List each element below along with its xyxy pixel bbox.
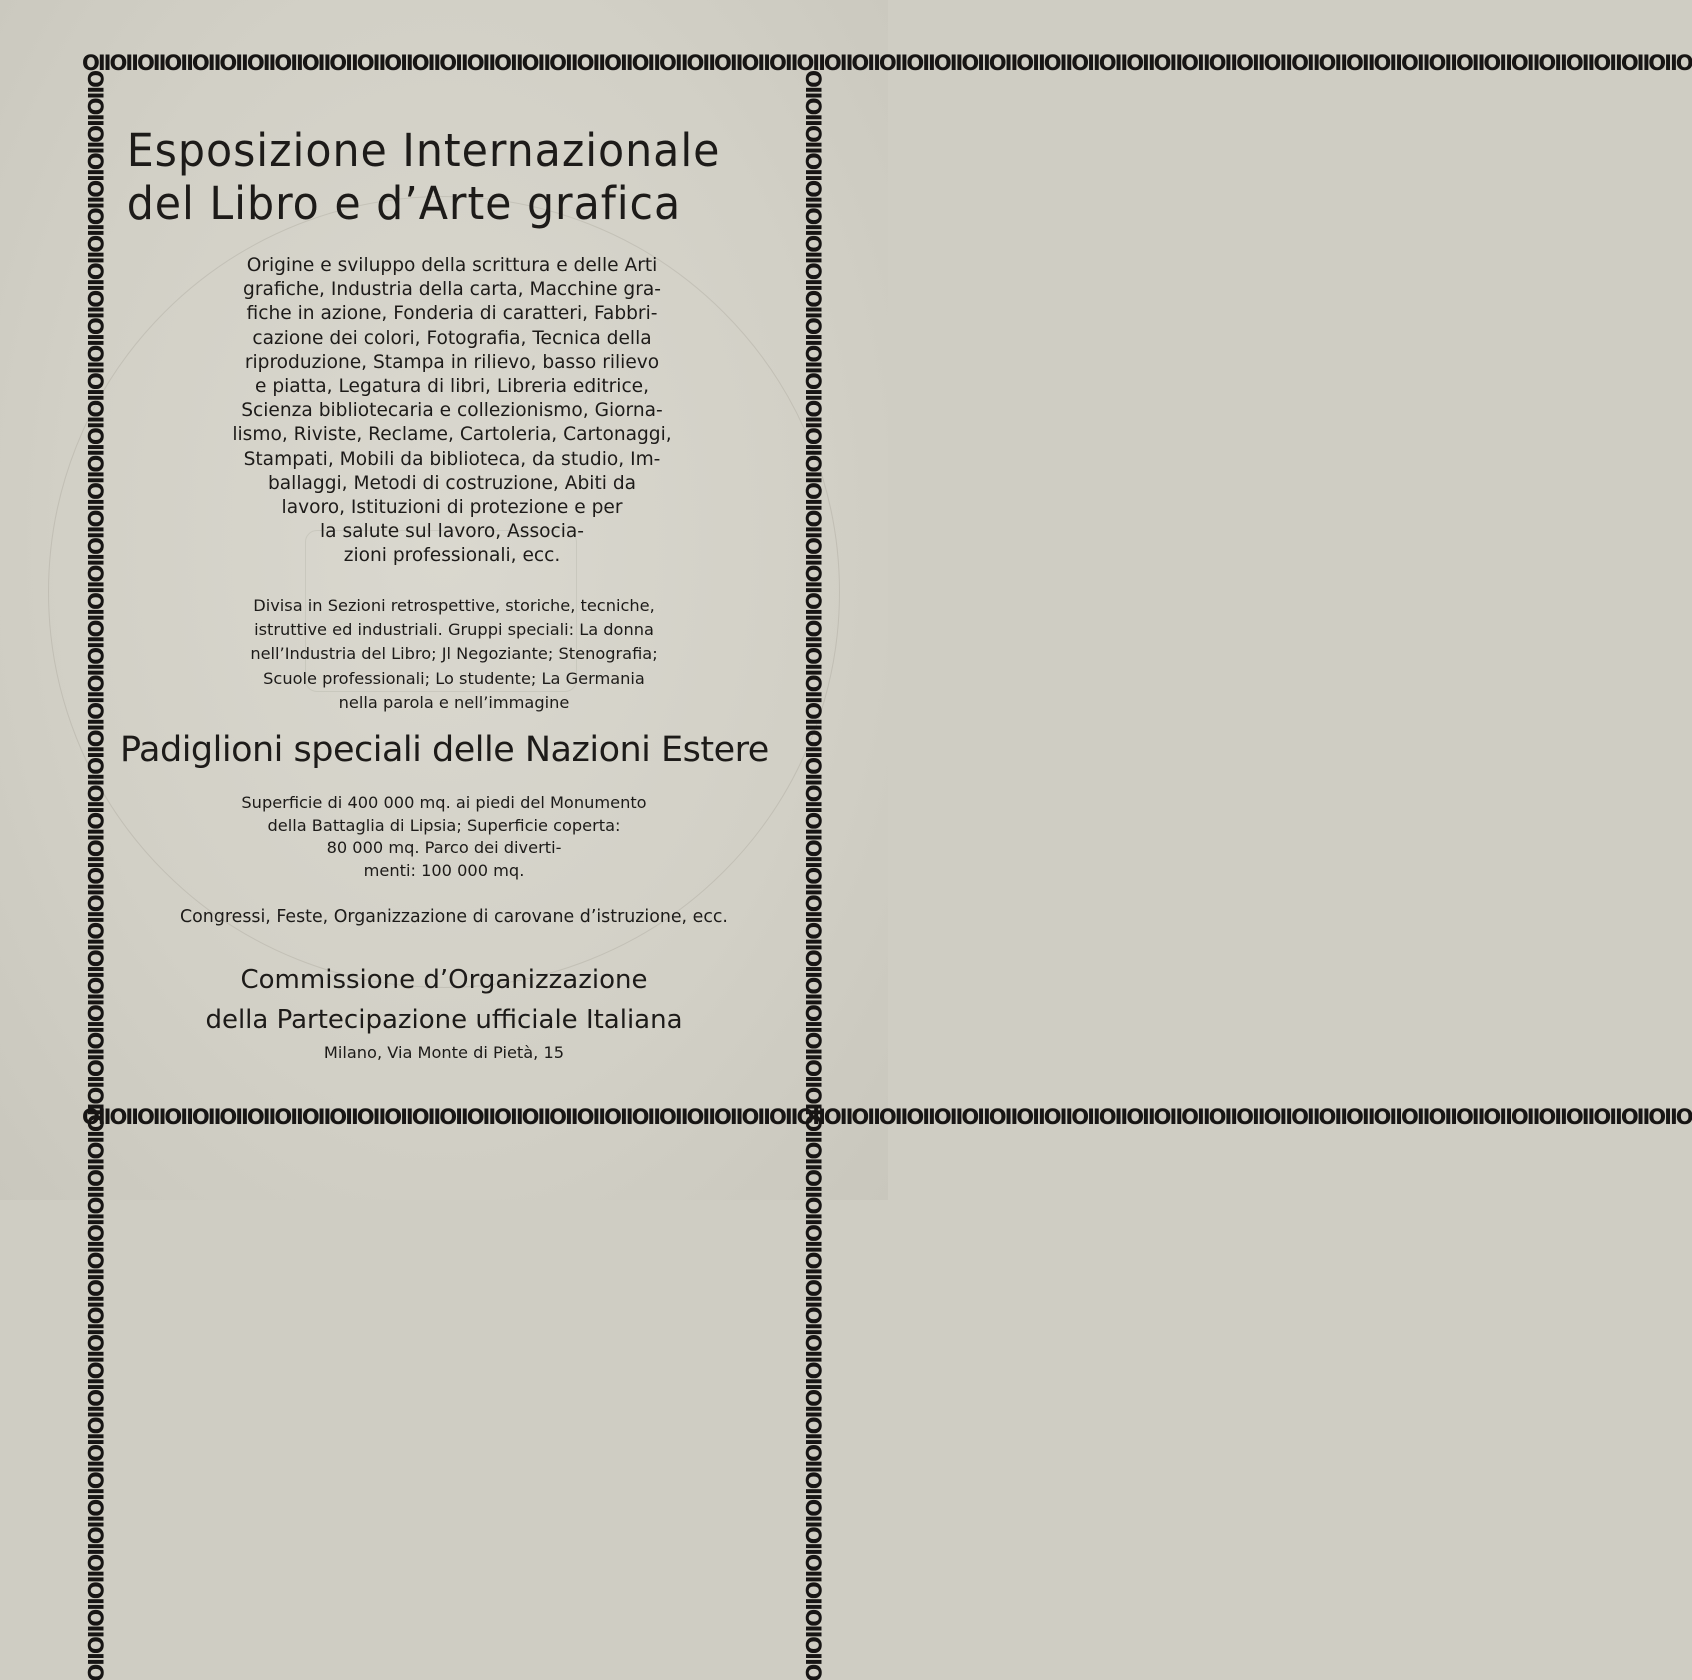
area-line: menti: 100 000 mq. (363, 860, 525, 880)
description-line: fiche in azione, Fonderia di caratteri, Fabbri- (246, 303, 658, 325)
area-line: Superficie di 400 000 mq. ai piedi del Monumento (241, 793, 647, 812)
sections-line: Scuole professionali; Lo studente; La Germania (263, 668, 645, 688)
title-line-2: del Libro e d’Arte grafica (126, 177, 682, 230)
description-line: riproduzione, Stampa in rilievo, basso rilievo (244, 351, 660, 373)
border-right (800, 70, 826, 1680)
area-line: 80 000 mq. Parco dei diverti- (326, 838, 562, 858)
area-line: della Battaglia di Lipsia; Superficie coperta: (267, 815, 621, 835)
description-line: Scienza bibliotecaria e collezionismo, Giorna- (241, 400, 663, 422)
pavilions-heading: Padiglioni speciali delle Nazioni Estere (120, 730, 769, 770)
sections-line: nell’Industria del Libro; Jl Negoziante; Stenografia; (250, 644, 658, 664)
border-left (82, 70, 108, 1680)
commission-line-2: della Partecipazione ufficiale Italiana (205, 1005, 683, 1035)
description-line: lismo, Riviste, Reclame, Cartoleria, Cartonaggi, (232, 424, 672, 446)
congress-line: Congressi, Feste, Organizzazione di carovane d’istruzione, ecc. (180, 907, 728, 927)
title-line-1: Esposizione Internazionale (126, 124, 721, 177)
exhibition-title (127, 124, 762, 230)
commission-block (150, 960, 738, 1040)
description-line: ballaggi, Metodi di costruzione, Abiti da (267, 472, 637, 494)
sections-paragraph (225, 594, 683, 715)
sections-line: istruttive ed industriali. Gruppi speciali: La donna (254, 620, 654, 640)
description-line: e piatta, Legatura di libri, Libreria editrice, (254, 376, 650, 398)
description-line: lavoro, Istituzioni di protezione e per (281, 497, 623, 519)
border-top: OIIOIIOIIOIIOIIOIIOIIOIIOIIOIIOIIOIIOIIOIIOIIOIIOIIOIIOIIOIIOIIOIIOIIOIIOIIOIIOIIOIIOIIOIIOIIOIIOIIOIIOIIOIIOIIOIIOIIOIIOIIOIIOIIOIIOIIOIIOIIOIIOIIOIIOIIOIIOIIOIIOIIOIIOIIOIIO (82, 51, 1692, 75)
area-paragraph (200, 792, 688, 882)
description-line: cazione dei colori, Fotografia, Tecnica della (252, 327, 652, 349)
commission-line-1: Commissione d’Organizzazione (240, 965, 648, 995)
sections-line: Divisa in Sezioni retrospettive, storiche, tecniche, (253, 596, 655, 615)
description-line: la salute sul lavoro, Associa- (319, 521, 585, 543)
description-line: Stampati, Mobili da biblioteca, da studio, Im- (243, 448, 661, 470)
sections-line: nella parola e nell’immagine (338, 692, 570, 712)
border-right-pattern: OIIOIIOIIOIIOIIOIIOIIOIIOIIOIIOIIOIIOIIOIIOIIOIIOIIOIIOIIOIIOIIOIIOIIOIIOIIOIIOIIOIIOIIOIIOIIOIIOIIOIIOIIOIIOIIOIIOIIOIIOIIOIIOIIOIIOIIOIIOIIOIIOIIOIIOIIOIIOIIOIIOIIOIIOIIOIIO (801, 70, 825, 1680)
description-line: zioni professionali, ecc. (343, 545, 561, 567)
border-left-pattern: OIIOIIOIIOIIOIIOIIOIIOIIOIIOIIOIIOIIOIIOIIOIIOIIOIIOIIOIIOIIOIIOIIOIIOIIOIIOIIOIIOIIOIIOIIOIIOIIOIIOIIOIIOIIOIIOIIOIIOIIOIIOIIOIIOIIOIIOIIOIIOIIOIIOIIOIIOIIOIIOIIOIIOIIOIIOIIO (83, 70, 107, 1680)
description-paragraph (232, 254, 672, 569)
description-line: grafiche, Industria della carta, Macchine gra- (243, 279, 661, 301)
address-line: Milano, Via Monte di Pietà, 15 (323, 1043, 565, 1062)
border-bottom: OIIOIIOIIOIIOIIOIIOIIOIIOIIOIIOIIOIIOIIOIIOIIOIIOIIOIIOIIOIIOIIOIIOIIOIIOIIOIIOIIOIIOIIOIIOIIOIIOIIOIIOIIOIIOIIOIIOIIOIIOIIOIIOIIOIIOIIOIIOIIOIIOIIOIIOIIOIIOIIOIIOIIOIIOIIOIIO (82, 1105, 1692, 1129)
description-line: Origine e sviluppo della scrittura e delle Arti (246, 255, 658, 276)
